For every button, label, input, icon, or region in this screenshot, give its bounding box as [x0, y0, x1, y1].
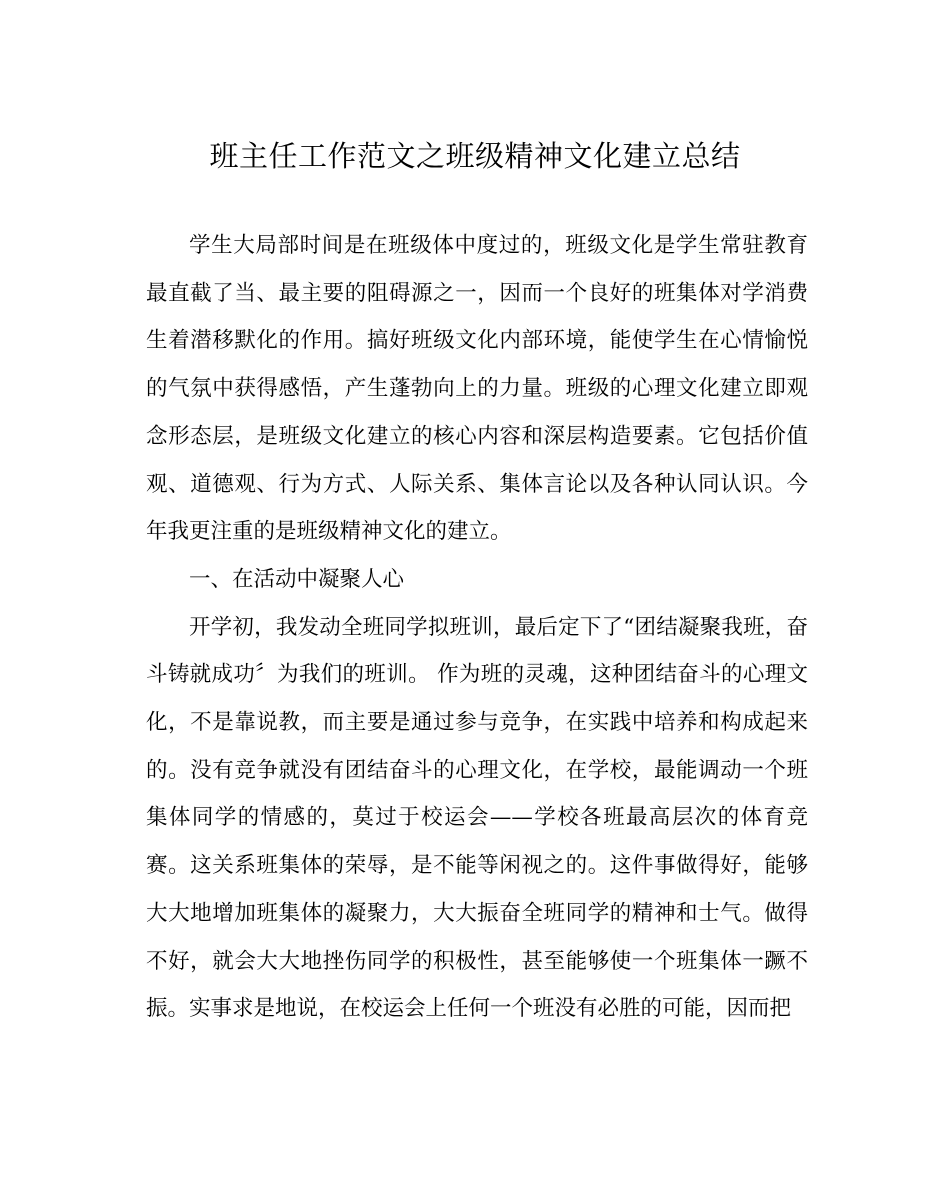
section-paragraph: 开学初，我发动全班同学拟班训，最后定下了“团结凝聚我班，奋斗铸就成功〞为我们的班训。 作为班的灵魂，这种团结奋斗的心理文化，不是靠说教，而主要是通过参与竞争，在实践中培养和构成起来的。没有竞争就没有团结奋斗的心理文化，在学校，最能调动一个班集体同学的情感的，莫过于校运会——学校各班最高层次的体育竞赛。这关系班集体的荣辱，是不能等闲视之的。这件事做得好，能够大大地增加班集体的凝聚力，大大振奋全班同学的精神和士气。做得不好，就会大大地挫伤同学的积极性，甚至能够使一个班集体一蹶不振。实事求是地说，在校运会上任何一个班没有必胜的可能，因而把	[146, 614, 808, 1022]
document-title: 班主任工作范文之班级精神文化建立总结	[209, 139, 741, 173]
document-body	[146, 222, 808, 1033]
section-heading: 一、在活动中凝聚人心	[189, 566, 405, 592]
intro-paragraph: 学生大局部时间是在班级体中度过的，班级文化是学生常驻教育最直截了当、最主要的阻碍源之一，因而一个良好的班集体对学消费生着潜移默化的作用。搞好班级文化内部环境，能使学生在心情愉悦的气氛中获得感悟，产生蓬勃向上的力量。班级的心理文化建立即观念形态层，是班级文化建立的核心内容和深层构造要素。它包括价值观、道德观、行为方式、人际关系、集体言论以及各种认同认识。今年我更注重的是班级精神文化的建立。	[146, 233, 808, 545]
